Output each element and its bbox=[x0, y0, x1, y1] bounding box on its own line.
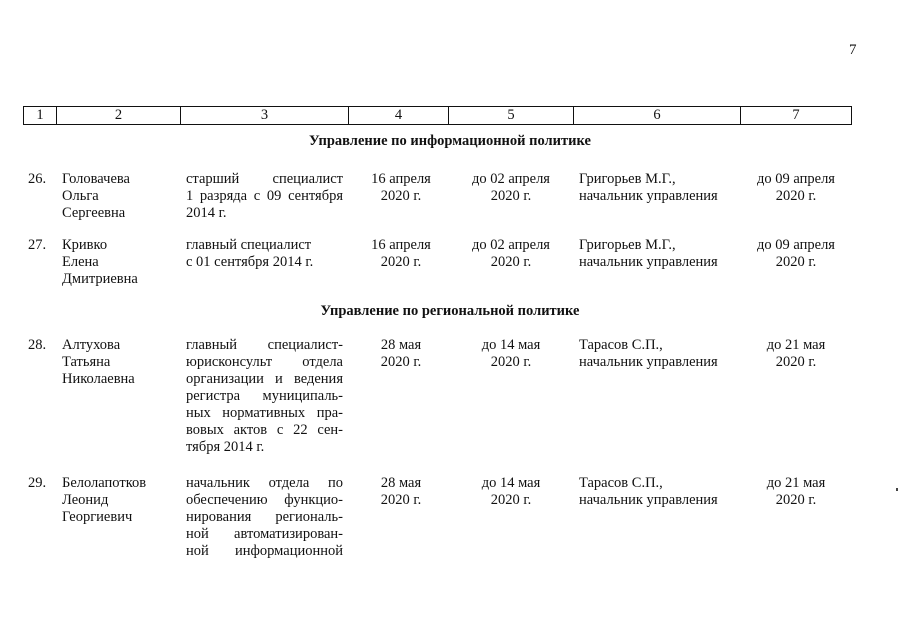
date-line: до 14 мая bbox=[481, 337, 541, 353]
date-line: 2020 г. bbox=[490, 188, 532, 204]
name-line: Николаевна bbox=[62, 371, 135, 387]
position-line: 2014 г. bbox=[186, 205, 227, 221]
responsible-person bbox=[579, 171, 739, 205]
position-line: организации и ведения bbox=[186, 371, 343, 387]
header-col-6: 6 bbox=[574, 107, 741, 125]
date-line: 2020 г. bbox=[775, 492, 817, 508]
responsible-person bbox=[579, 475, 739, 509]
position-line: ных нормативных пра- bbox=[186, 405, 343, 421]
date-line: 2020 г. bbox=[380, 492, 422, 508]
row-number: 29. bbox=[28, 475, 47, 491]
date-column-5 bbox=[462, 171, 560, 205]
name-line: Ольга bbox=[62, 188, 99, 204]
header-col-1: 1 bbox=[24, 107, 57, 125]
date-line: 2020 г. bbox=[775, 354, 817, 370]
responsible-person bbox=[579, 337, 739, 371]
responsible-line: Тарасов С.П., bbox=[579, 337, 663, 353]
date-line: 28 мая bbox=[380, 475, 422, 491]
date-column-7 bbox=[748, 237, 844, 271]
date-line: 2020 г. bbox=[380, 354, 422, 370]
responsible-line: Тарасов С.П., bbox=[579, 475, 663, 491]
date-column-5 bbox=[462, 237, 560, 271]
date-line: до 09 апреля bbox=[757, 237, 835, 253]
header-col-5: 5 bbox=[449, 107, 574, 125]
position-line: старший специалист bbox=[186, 171, 343, 187]
name-line: Головачева bbox=[62, 171, 130, 187]
employee-position bbox=[186, 237, 343, 271]
responsible-line: начальник управления bbox=[579, 492, 718, 508]
date-line: 2020 г. bbox=[380, 188, 422, 204]
date-column-4 bbox=[356, 475, 446, 509]
employee-name bbox=[62, 171, 180, 222]
date-line: до 21 мая bbox=[766, 337, 826, 353]
date-line: 16 апреля bbox=[371, 171, 431, 187]
row-number: 26. bbox=[28, 171, 47, 187]
date-line: 2020 г. bbox=[490, 354, 532, 370]
name-line: Сергеевна bbox=[62, 205, 126, 221]
date-line: 28 мая bbox=[380, 337, 422, 353]
position-line: главный специалист- bbox=[186, 337, 343, 353]
position-line: регистра муниципаль- bbox=[186, 388, 343, 404]
responsible-line: начальник управления bbox=[579, 188, 718, 204]
date-line: до 02 апреля bbox=[472, 171, 550, 187]
date-column-7 bbox=[748, 337, 844, 371]
responsible-line: начальник управления bbox=[579, 254, 718, 270]
date-line: 2020 г. bbox=[490, 492, 532, 508]
position-line: вовых актов с 22 сен- bbox=[186, 422, 343, 438]
date-column-7 bbox=[748, 475, 844, 509]
date-column-5 bbox=[462, 475, 560, 509]
header-col-4: 4 bbox=[349, 107, 449, 125]
responsible-line: начальник управления bbox=[579, 354, 718, 370]
employee-name bbox=[62, 475, 180, 526]
position-line: юрисконсульт отдела bbox=[186, 354, 343, 370]
name-line: Алтухова bbox=[62, 337, 121, 353]
name-line: Татьяна bbox=[62, 354, 111, 370]
date-line: 2020 г. bbox=[775, 254, 817, 270]
header-col-2: 2 bbox=[57, 107, 181, 125]
page-number: 7 bbox=[849, 42, 857, 58]
header-row bbox=[24, 107, 852, 125]
position-line: ной информационной bbox=[186, 543, 343, 559]
date-line: 2020 г. bbox=[490, 254, 532, 270]
row-number: 27. bbox=[28, 237, 47, 253]
date-line: 2020 г. bbox=[380, 254, 422, 270]
name-line: Леонид bbox=[62, 492, 109, 508]
row-number: 28. bbox=[28, 337, 47, 353]
position-line: ной автоматизирован- bbox=[186, 526, 343, 542]
date-line: 2020 г. bbox=[775, 188, 817, 204]
section-title: Управление по региональной политике bbox=[320, 303, 580, 319]
position-line: начальник отдела по bbox=[186, 475, 343, 491]
position-line: 1 разряда с 09 сентября bbox=[186, 188, 343, 204]
position-line: тября 2014 г. bbox=[186, 439, 265, 455]
section-title: Управление по информационной политике bbox=[309, 133, 591, 149]
column-number-header bbox=[23, 106, 852, 125]
name-line: Белолапотков bbox=[62, 475, 147, 491]
date-line: до 09 апреля bbox=[757, 171, 835, 187]
name-line: Елена bbox=[62, 254, 99, 270]
date-line: до 02 апреля bbox=[472, 237, 550, 253]
date-line: до 21 мая bbox=[766, 475, 826, 491]
position-line: нирования региональ- bbox=[186, 509, 343, 525]
date-column-7 bbox=[748, 171, 844, 205]
scan-speck bbox=[896, 488, 898, 491]
name-line: Кривко bbox=[62, 237, 108, 253]
header-col-3: 3 bbox=[181, 107, 349, 125]
position-line: главный специалист bbox=[186, 237, 312, 253]
employee-name bbox=[62, 337, 180, 388]
employee-position bbox=[186, 171, 343, 222]
employee-position bbox=[186, 475, 343, 560]
date-line: до 14 мая bbox=[481, 475, 541, 491]
employee-position bbox=[186, 337, 343, 456]
date-line: 16 апреля bbox=[371, 237, 431, 253]
responsible-line: Григорьев М.Г., bbox=[579, 237, 676, 253]
name-line: Дмитриевна bbox=[62, 271, 138, 287]
date-column-4 bbox=[356, 337, 446, 371]
name-line: Георгиевич bbox=[62, 509, 133, 525]
header-col-7: 7 bbox=[741, 107, 852, 125]
position-line: обеспечению функцио- bbox=[186, 492, 343, 508]
responsible-line: Григорьев М.Г., bbox=[579, 171, 676, 187]
date-column-4 bbox=[356, 237, 446, 271]
date-column-5 bbox=[462, 337, 560, 371]
responsible-person bbox=[579, 237, 739, 271]
employee-name bbox=[62, 237, 180, 288]
date-column-4 bbox=[356, 171, 446, 205]
position-line: с 01 сентября 2014 г. bbox=[186, 254, 314, 270]
